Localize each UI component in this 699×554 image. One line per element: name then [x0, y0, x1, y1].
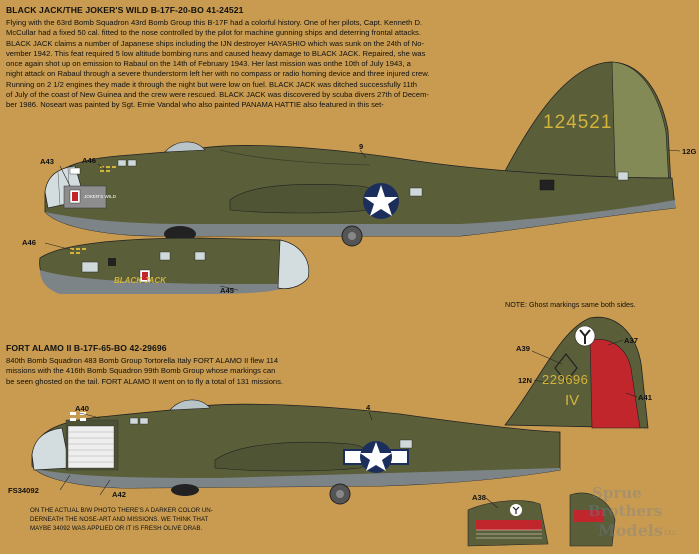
black-jack-nose-art-text: BLACK JACK — [114, 276, 166, 285]
section2-description — [6, 356, 366, 387]
photo-note — [30, 506, 290, 533]
callout-a45: A45 — [220, 286, 234, 295]
callout-a38: A38 — [472, 493, 486, 502]
text-line: 840th Bomb Squadron 483 Bomb Group Tortorella Italy FORT ALAMO II flew 114 — [6, 356, 279, 365]
fort-alamo-serial: 229696 — [542, 372, 589, 387]
text-line: McCullar had a fixed 50 cal. fitted to the nose controlled by the pilot for machine gunning ships and deterring frontal attacks. — [6, 28, 421, 38]
text-line: BLACK JACK claims a number of Japanese ships including the IJN destroyer HAYASHIO which was sunk on the 24th of No- — [6, 38, 424, 48]
section1-title: BLACK JACK/THE JOKER'S WILD B-17F-20-BO 41-24521 — [6, 5, 244, 15]
text-line: once again shot up on emission to Rabaul on the 14th of February 1943. Her last mission was onthe 10th of July 1943, a — [6, 59, 411, 69]
fort-alamo-profile — [32, 400, 560, 504]
callout-fs34092: FS34092 — [8, 486, 39, 495]
black-jack-serial: 124521 — [543, 112, 613, 133]
callout-a43: A43 — [40, 157, 54, 166]
callout-a39: A39 — [516, 344, 530, 353]
text-line: vember 1942. This feat required 5 low altitude bombing runs and caused heavy damage to BLACK JACK. Repaired, she was — [6, 48, 426, 58]
callout-4: 4 — [366, 403, 371, 412]
callout-a42: A42 — [112, 490, 126, 499]
watermark-line-1: Sprue — [592, 484, 642, 502]
watermark-line-2: Brothers — [588, 502, 663, 520]
text-line: ON THE ACTUAL B/W PHOTO THERE'S A DARKER COLOR UN- — [30, 507, 213, 514]
callout-a37: A37 — [624, 336, 638, 345]
callout-9: 9 — [359, 142, 364, 151]
ghost-markings-note: NOTE: Ghost markings same both sides. — [505, 300, 636, 309]
watermark-line-3: Models — [598, 521, 663, 540]
callout-12n: 12N — [518, 376, 532, 385]
jokers-wild-text: JOKER'S WILD — [84, 194, 117, 199]
watermark-suffix: LLC — [664, 530, 678, 537]
text-line: Flying with the 63rd Bomb Squadron 43rd Bomb Group this B-17F had a colorful history. One of her pilots, Capt. Kenneth D. — [6, 18, 423, 27]
text-line: missions with the 416th Bomb Squadron 99th Bomb Group whose markings can — [6, 366, 276, 376]
section2-title: FORT ALAMO II B-17F-65-BO 42-29696 — [6, 343, 167, 353]
text-line: Running on 2 1/2 engines they made it through the night but were low on fuel. BLACK JACK was ditched successfully 11th — [6, 79, 418, 89]
text-line: night attack on Rabaul through a severe thunderstorm left her with no compass or radio homing device and three injured crew. — [6, 69, 430, 79]
text-line: MAYBE 34092 WAS APPLIED OR IT IS FRESH OLIVE DRAB. — [30, 525, 203, 532]
callout-a46-bottom: A46 — [22, 238, 36, 247]
callout-a46-top: A46 — [82, 156, 96, 165]
fort-alamo-code: IV — [565, 392, 580, 409]
text-line: ber 1986. Noseart was painted by Sgt. Ernie Vandal who also painted PANAMA HATTIE also featured in this set- — [6, 100, 384, 110]
text-line: be seen ghosted on the tail. FORT ALAMO II went on to fly a total of 131 missions. — [6, 376, 284, 386]
black-jack-profile — [45, 62, 675, 246]
black-jack-nose-view — [40, 238, 309, 294]
callout-a41: A41 — [638, 393, 652, 402]
text-line: of July of the coast of New Guinea and the crew were rescued. BLACK JACK was discovered by scuba divers 27th of Decem- — [6, 90, 429, 100]
text-line: DERNEATH THE NOSE-ART AND MISSIONS. WE THINK THAT — [30, 516, 209, 523]
callout-12g: 12G — [682, 147, 697, 156]
callout-a40: A40 — [75, 404, 89, 413]
